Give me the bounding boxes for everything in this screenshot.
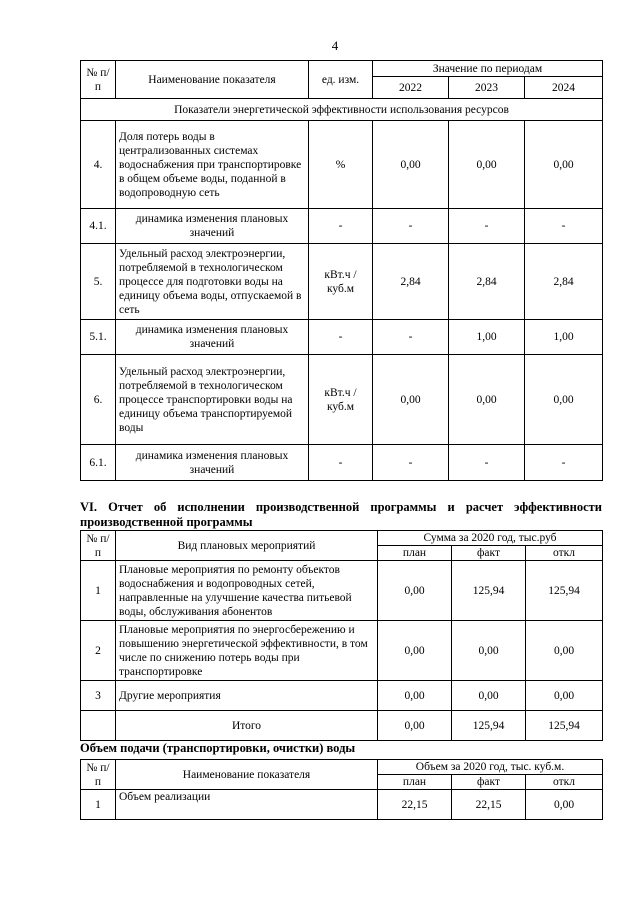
- table-row: [81, 121, 603, 209]
- row-value: 2,84: [525, 244, 603, 320]
- row-value: 0,00: [373, 121, 449, 209]
- row-num: 3: [81, 681, 116, 711]
- header-name: Наименование показателя: [116, 61, 309, 99]
- table-row: [81, 681, 603, 711]
- row-name: динамика изменения плановых значений: [116, 209, 309, 244]
- table-row: [81, 445, 603, 481]
- row-fact: 22,15: [452, 790, 526, 820]
- row-num: 6.: [81, 355, 116, 445]
- header-name: Вид плановых мероприятий: [116, 531, 378, 561]
- header-fact: факт: [452, 775, 526, 790]
- row-num: 2: [81, 621, 116, 681]
- row-value: 0,00: [373, 355, 449, 445]
- row-value: -: [373, 320, 449, 355]
- row-value: -: [525, 445, 603, 481]
- row-unit: -: [309, 320, 373, 355]
- row-name: Другие мероприятия: [116, 681, 378, 711]
- row-num: 4.: [81, 121, 116, 209]
- row-otkl: 0,00: [526, 681, 603, 711]
- row-fact: 125,94: [452, 561, 526, 621]
- row-name: Удельный расход электроэнергии, потребляемой в технологическом процессе для подготовки воды на единицу объема воды, отпускаемой в сеть: [116, 244, 309, 320]
- energy-efficiency-table: [80, 60, 603, 481]
- header-plan: план: [378, 775, 452, 790]
- header-fact: факт: [452, 546, 526, 561]
- header-num: № п/п: [81, 760, 116, 790]
- row-value: 1,00: [449, 320, 525, 355]
- program-execution-table: [80, 530, 603, 741]
- table-row: [81, 621, 603, 681]
- table-row: [81, 244, 603, 320]
- header-year: 2022: [373, 77, 449, 99]
- row-name: Удельный расход электроэнергии, потребляемой в технологическом процессе транспортировки воды на единицу объема транспортируемой воды: [116, 355, 309, 445]
- row-unit: кВт.ч / куб.м: [309, 244, 373, 320]
- row-name: Плановые мероприятия по энергосбережению и повышению энергетической эффективности, в том числе по снижению потерь воды при транспортировке: [116, 621, 378, 681]
- page-number: 4: [331, 38, 339, 53]
- row-plan: 22,15: [378, 790, 452, 820]
- row-num: 1: [81, 790, 116, 820]
- volume-title: Объем подачи (транспортировки, очистки) воды: [80, 741, 356, 755]
- row-otkl: 0,00: [526, 621, 603, 681]
- total-row: [81, 711, 603, 741]
- total-plan: 0,00: [378, 711, 452, 741]
- header-volume: Объем за 2020 год, тыс. куб.м.: [378, 760, 603, 775]
- row-plan: 0,00: [378, 681, 452, 711]
- row-num: 5.: [81, 244, 116, 320]
- header-year: 2024: [525, 77, 603, 99]
- row-unit: -: [309, 445, 373, 481]
- row-plan: 0,00: [378, 561, 452, 621]
- row-value: -: [449, 209, 525, 244]
- row-value: 0,00: [449, 355, 525, 445]
- row-unit: %: [309, 121, 373, 209]
- row-name: Объем реализации: [116, 790, 378, 820]
- row-unit: -: [309, 209, 373, 244]
- total-label: Итого: [116, 711, 378, 741]
- row-value: 2,84: [373, 244, 449, 320]
- row-value: 2,84: [449, 244, 525, 320]
- row-num: 1: [81, 561, 116, 621]
- row-value: 1,00: [525, 320, 603, 355]
- table-row: [81, 790, 603, 820]
- row-value: 0,00: [525, 121, 603, 209]
- header-year: 2023: [449, 77, 525, 99]
- section-6-title: VI. Отчет об исполнении производственной программы и расчет эффективности производственной программы: [80, 500, 602, 529]
- row-value: -: [525, 209, 603, 244]
- header-sum: Сумма за 2020 год, тыс.руб: [378, 531, 603, 546]
- header-otkl: откл: [526, 775, 603, 790]
- header-otkl: откл: [526, 546, 603, 561]
- row-name: Доля потерь воды в централизованных системах водоснабжения при транспортировке в общем объеме воды, поданной в водопроводную сеть: [116, 121, 309, 209]
- header-num: № п/п: [81, 531, 116, 561]
- row-plan: 0,00: [378, 621, 452, 681]
- row-fact: 0,00: [452, 621, 526, 681]
- row-value: 0,00: [449, 121, 525, 209]
- row-value: -: [373, 209, 449, 244]
- row-unit: кВт.ч / куб.м: [309, 355, 373, 445]
- row-name: Плановые мероприятия по ремонту объектов водоснабжения и водопроводных сетей, направленные на улучшение качества питьевой воды, обслуживания абонентов: [116, 561, 378, 621]
- header-unit: ед. изм.: [309, 61, 373, 99]
- row-otkl: 0,00: [526, 790, 603, 820]
- row-value: 0,00: [525, 355, 603, 445]
- water-volume-table: [80, 759, 603, 820]
- row-value: -: [373, 445, 449, 481]
- table-row: [81, 355, 603, 445]
- row-name: динамика изменения плановых значений: [116, 320, 309, 355]
- table-row: [81, 209, 603, 244]
- total-fact: 125,94: [452, 711, 526, 741]
- header-num: № п/п: [81, 61, 116, 99]
- table-row: [81, 320, 603, 355]
- total-num: [81, 711, 116, 741]
- row-num: 4.1.: [81, 209, 116, 244]
- section-title: Показатели энергетической эффективности использования ресурсов: [81, 99, 603, 121]
- row-num: 6.1.: [81, 445, 116, 481]
- row-fact: 0,00: [452, 681, 526, 711]
- row-otkl: 125,94: [526, 561, 603, 621]
- header-plan: план: [378, 546, 452, 561]
- header-periods: Значение по периодам: [373, 61, 603, 77]
- total-otkl: 125,94: [526, 711, 603, 741]
- row-num: 5.1.: [81, 320, 116, 355]
- row-value: -: [449, 445, 525, 481]
- header-name: Наименование показателя: [116, 760, 378, 790]
- row-name: динамика изменения плановых значений: [116, 445, 309, 481]
- table-row: [81, 561, 603, 621]
